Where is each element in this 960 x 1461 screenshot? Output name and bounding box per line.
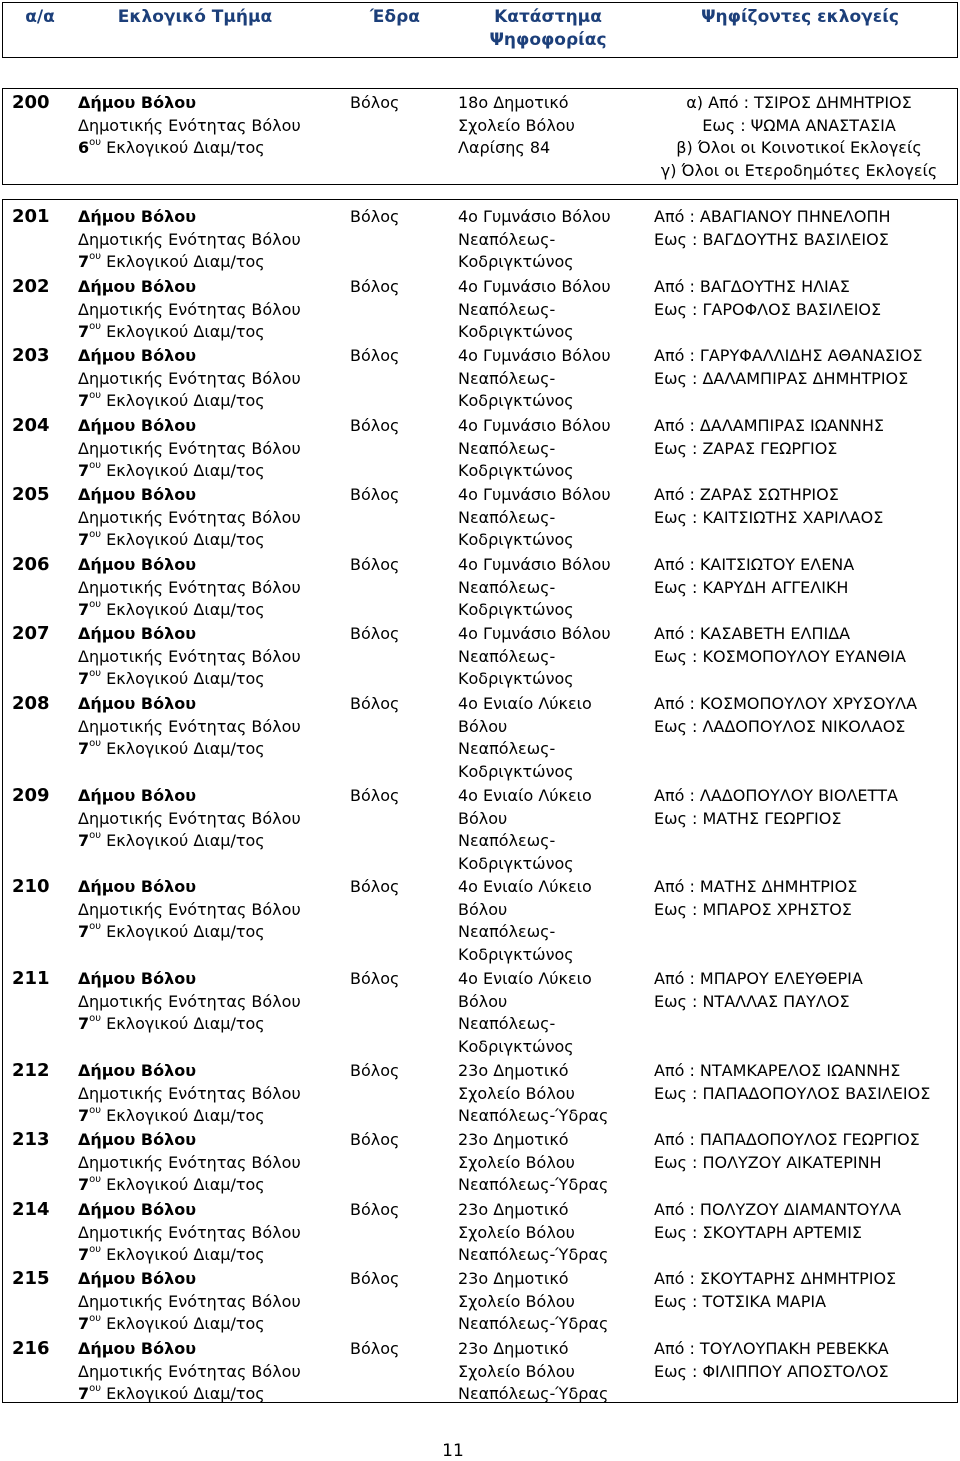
ordinal-number: 7	[78, 1314, 90, 1333]
electoral-district	[78, 554, 301, 622]
district-municipality: Δήμου Βόλου	[78, 1130, 197, 1149]
header-store-line1: Κατάστημα	[494, 7, 602, 27]
district-ordinal	[78, 390, 301, 413]
ordinal-suffix: ου	[89, 528, 102, 540]
row-number: 204	[12, 415, 50, 436]
ordinal-number: 7	[78, 669, 90, 688]
polling-station	[458, 876, 592, 966]
electoral-district	[78, 623, 301, 691]
voters-line: Από : ΚΑΙΤΣΙΩΤΟΥ ΕΛΕΝΑ	[654, 555, 855, 574]
ordinal-suffix: ου	[89, 737, 102, 749]
voters-line: Εως : ΚΑΡΥΔΗ ΑΓΓΕΛΙΚΗ	[654, 577, 849, 597]
polling-station-line: 23ο Δημοτικό	[458, 1130, 569, 1149]
district-unit: Δημοτικής Ενότητας Βόλου	[78, 507, 301, 527]
voters-line: Εως : ΠΑΠΑΔΟΠΟΥΛΟΣ ΒΑΣΙΛΕΙΟΣ	[654, 1083, 931, 1103]
voters-range	[654, 484, 883, 529]
seat: Βόλος	[350, 786, 400, 805]
polling-station-line: Βόλου	[458, 808, 508, 828]
row-number: 206	[12, 554, 50, 575]
row-number: 209	[12, 785, 50, 806]
ordinal-number: 7	[78, 1384, 90, 1403]
voters-line: Εως : ΚΟΣΜΟΠΟΥΛΟΥ ΕΥΑΝΘΙΑ	[654, 646, 906, 666]
district-municipality: Δήμου Βόλου	[78, 1200, 197, 1219]
district-municipality: Δήμου Βόλου	[78, 93, 197, 112]
district-unit: Δημοτικής Ενότητας Βόλου	[78, 115, 301, 135]
page-number: 11	[442, 1441, 464, 1461]
voters-line: Από : ΜΑΤΗΣ ΔΗΜΗΤΡΙΟΣ	[654, 877, 858, 896]
row-number: 202	[12, 276, 50, 297]
row-number: 213	[12, 1129, 50, 1150]
row-number: 208	[12, 693, 50, 714]
district-unit: Δημοτικής Ενότητας Βόλου	[78, 438, 301, 458]
electoral-district	[78, 484, 301, 552]
polling-station-line: 4ο Γυμνάσιο Βόλου	[458, 555, 611, 574]
row-number: 214	[12, 1199, 50, 1220]
seat: Βόλος	[350, 555, 400, 574]
ordinal-suffix: ου	[89, 598, 102, 610]
district-municipality: Δήμου Βόλου	[78, 1339, 197, 1358]
ordinal-rest: Εκλογικού Διαμ/τος	[101, 252, 265, 271]
polling-station-line: Νεαπόλεως-	[458, 299, 556, 319]
polling-station	[458, 484, 611, 552]
polling-station-line: 4ο Γυμνάσιο Βόλου	[458, 277, 611, 296]
district-unit: Δημοτικής Ενότητας Βόλου	[78, 1361, 301, 1381]
voters-range	[654, 623, 906, 668]
voters-line: Εως : ΜΠΑΡΟΣ ΧΡΗΣΤΟΣ	[654, 899, 852, 919]
voters-line: Από : ΚΟΣΜΟΠΟΥΛΟΥ ΧΡΥΣΟΥΛΑ	[654, 694, 918, 713]
district-ordinal	[78, 529, 301, 552]
district-ordinal	[78, 1313, 301, 1336]
row-number: 210	[12, 876, 50, 897]
polling-station-line: Νεαπόλεως-	[458, 438, 556, 458]
district-unit: Δημοτικής Ενότητας Βόλου	[78, 808, 301, 828]
ordinal-rest: Εκλογικού Διαμ/τος	[101, 739, 265, 758]
district-unit: Δημοτικής Ενότητας Βόλου	[78, 229, 301, 249]
polling-station-line: Νεαπόλεως-Ύδρας	[458, 1175, 609, 1194]
row-number: 200	[12, 92, 50, 113]
district-unit: Δημοτικής Ενότητας Βόλου	[78, 368, 301, 388]
polling-station	[458, 276, 611, 344]
polling-station	[458, 345, 611, 413]
row-number: 215	[12, 1268, 50, 1289]
header-store-line2: Ψηφοφορίας	[489, 30, 607, 50]
voters-range	[654, 693, 917, 738]
ordinal-number: 7	[78, 252, 90, 271]
polling-station-line: 4ο Γυμνάσιο Βόλου	[458, 485, 611, 504]
ordinal-rest: Εκλογικού Διαμ/τος	[101, 322, 265, 341]
polling-station-line: Σχολείο Βόλου	[458, 1152, 575, 1172]
district-unit: Δημοτικής Ενότητας Βόλου	[78, 1222, 301, 1242]
seat: Βόλος	[350, 1061, 400, 1080]
electoral-district	[78, 206, 301, 274]
polling-station	[458, 206, 611, 274]
polling-station-line: 4ο Γυμνάσιο Βόλου	[458, 624, 611, 643]
polling-station-line: Κοδριγκτώνος	[458, 853, 574, 873]
ordinal-suffix: ου	[89, 1243, 102, 1255]
ordinal-suffix: ου	[89, 459, 102, 471]
ordinal-suffix: ου	[89, 1312, 102, 1324]
polling-station-line: 23ο Δημοτικό	[458, 1339, 569, 1358]
ordinal-number: 7	[78, 322, 90, 341]
voters-line: Από : ΑΒΑΓΙΑΝΟΥ ΠΗΝΕΛΟΠΗ	[654, 207, 891, 226]
ordinal-suffix: ου	[89, 389, 102, 401]
electoral-district	[78, 876, 301, 944]
ordinal-rest: Εκλογικού Διαμ/τος	[101, 1014, 265, 1033]
ordinal-rest: Εκλογικού Διαμ/τος	[101, 669, 265, 688]
voters-line: Εως : ΖΑΡΑΣ ΓΕΩΡΓΙΟΣ	[654, 438, 838, 458]
seat: Βόλος	[350, 485, 400, 504]
ordinal-number: 7	[78, 391, 90, 410]
voters-range	[654, 206, 891, 251]
polling-station-line: Νεαπόλεως-Ύδρας	[458, 1245, 609, 1264]
district-ordinal	[78, 1013, 301, 1036]
seat: Βόλος	[350, 277, 400, 296]
polling-station-line: Κοδριγκτώνος	[458, 461, 574, 480]
district-ordinal	[78, 321, 301, 344]
header-seat: Έδρα	[370, 7, 420, 27]
district-municipality: Δήμου Βόλου	[78, 346, 197, 365]
voters-range	[654, 876, 857, 921]
ordinal-rest: Εκλογικού Διαμ/τος	[101, 922, 265, 941]
polling-station-line: 4ο Γυμνάσιο Βόλου	[458, 207, 611, 226]
voters-range	[654, 1129, 920, 1174]
ordinal-number: 7	[78, 1175, 90, 1194]
district-unit: Δημοτικής Ενότητας Βόλου	[78, 899, 301, 919]
ordinal-number: 7	[78, 1245, 90, 1264]
district-ordinal	[78, 1383, 301, 1406]
ordinal-suffix: ου	[89, 136, 102, 148]
district-municipality: Δήμου Βόλου	[78, 694, 197, 713]
ordinal-number: 7	[78, 922, 90, 941]
polling-station-line: Σχολείο Βόλου	[458, 1222, 575, 1242]
seat: Βόλος	[350, 207, 400, 226]
polling-station-line: 4ο Γυμνάσιο Βόλου	[458, 346, 611, 365]
voters-line: Εως : ΤΟΤΣΙΚΑ ΜΑΡΙΑ	[654, 1291, 827, 1311]
district-unit: Δημοτικής Ενότητας Βόλου	[78, 1291, 301, 1311]
voters-line: Εως : ΒΑΓΔΟΥΤΗΣ ΒΑΣΙΛΕΙΟΣ	[654, 229, 889, 249]
ordinal-number: 7	[78, 831, 90, 850]
voters-range	[654, 1268, 896, 1313]
row-number: 211	[12, 968, 50, 989]
voters-line: Εως : ΠΟΛΥΖΟΥ ΑΙΚΑΤΕΡΙΝΗ	[654, 1152, 882, 1172]
polling-station-line: Νεαπόλεως-Ύδρας	[458, 1384, 609, 1403]
polling-station	[458, 785, 592, 875]
ordinal-suffix: ου	[89, 250, 102, 262]
polling-station-line: Κοδριγκτώνος	[458, 761, 574, 781]
district-municipality: Δήμου Βόλου	[78, 969, 197, 988]
ordinal-suffix: ου	[89, 1012, 102, 1024]
district-municipality: Δήμου Βόλου	[78, 485, 197, 504]
seat: Βόλος	[350, 416, 400, 435]
voters-line: Από : ΓΑΡΥΦΑΛΛΙΔΗΣ ΑΘΑΝΑΣΙΟΣ	[654, 346, 923, 365]
voters-line: Εως : ΔΑΛΑΜΠΙΡΑΣ ΔΗΜΗΤΡΙΟΣ	[654, 368, 909, 388]
polling-station	[458, 693, 592, 783]
ordinal-rest: Εκλογικού Διαμ/τος	[101, 1175, 265, 1194]
voters-line: Από : ΛΑΔΟΠΟΥΛΟΥ ΒΙΟΛΕΤΤΑ	[654, 786, 898, 805]
header-store	[458, 6, 638, 52]
ordinal-suffix: ου	[89, 920, 102, 932]
voters-line: Εως : ΨΩΜΑ ΑΝΑΣΤΑΣΙΑ	[702, 115, 896, 135]
district-ordinal	[78, 1244, 301, 1267]
ordinal-suffix: ου	[89, 320, 102, 332]
polling-station	[458, 1268, 608, 1336]
polling-station-line: Κοδριγκτώνος	[458, 944, 574, 964]
polling-station-line: Νεαπόλεως-	[458, 739, 556, 758]
electoral-district	[78, 968, 301, 1036]
header-voters: Ψηφίζοντες εκλογείς	[701, 7, 899, 27]
voters-line: Εως : ΛΑΔΟΠΟΥΛΟΣ ΝΙΚΟΛΑΟΣ	[654, 716, 906, 736]
electoral-district	[78, 415, 301, 483]
polling-station	[458, 1199, 608, 1267]
polling-station	[458, 968, 592, 1058]
ordinal-suffix: ου	[89, 667, 102, 679]
polling-station-line: 23ο Δημοτικό	[458, 1269, 569, 1288]
voters-range	[654, 785, 898, 830]
voters-line: Από : ΝΤΑΜΚΑΡΕΛΟΣ ΙΩΑΝΝΗΣ	[654, 1061, 901, 1080]
polling-station-line: 4ο Γυμνάσιο Βόλου	[458, 416, 611, 435]
district-ordinal	[78, 460, 301, 483]
voters-line: Εως : ΚΑΙΤΣΙΩΤΗΣ ΧΑΡΙΛΑΟΣ	[654, 507, 884, 527]
seat: Βόλος	[350, 1339, 400, 1358]
polling-station-line: Νεαπόλεως-	[458, 831, 556, 850]
voters-line: Από : ΤΟΥΛΟΥΠΑΚΗ ΡΕΒΕΚΚΑ	[654, 1339, 889, 1358]
voters-line: Από : ΠΟΛΥΖΟΥ ΔΙΑΜΑΝΤΟΥΛΑ	[654, 1200, 902, 1219]
voters-range	[654, 1060, 930, 1105]
district-unit: Δημοτικής Ενότητας Βόλου	[78, 1083, 301, 1103]
seat: Βόλος	[350, 1269, 400, 1288]
polling-station	[458, 1338, 608, 1406]
district-ordinal	[78, 251, 301, 274]
voters-line: γ) Όλοι οι Ετεροδημότες Εκλογείς	[660, 160, 938, 180]
district-unit: Δημοτικής Ενότητας Βόλου	[78, 299, 301, 319]
polling-station-line: Νεαπόλεως-	[458, 577, 556, 597]
seat: Βόλος	[350, 1200, 400, 1219]
ordinal-number: 6	[78, 138, 90, 157]
polling-station-line: Νεαπόλεως-	[458, 646, 556, 666]
ordinal-rest: Εκλογικού Διαμ/τος	[101, 1314, 265, 1333]
ordinal-number: 7	[78, 739, 90, 758]
electoral-district	[78, 276, 301, 344]
district-ordinal	[78, 1174, 301, 1197]
polling-station-line: Σχολείο Βόλου	[458, 1291, 575, 1311]
ordinal-number: 7	[78, 461, 90, 480]
district-municipality: Δήμου Βόλου	[78, 786, 197, 805]
polling-station-line: Νεαπόλεως-	[458, 368, 556, 388]
polling-station-line: Βόλου	[458, 899, 508, 919]
district-municipality: Δήμου Βόλου	[78, 1269, 197, 1288]
polling-station-line: 4ο Ενιαίο Λύκειο	[458, 877, 592, 896]
polling-station-line: 23ο Δημοτικό	[458, 1200, 569, 1219]
polling-station-line: Κοδριγκτώνος	[458, 1036, 574, 1056]
polling-station-line: Βόλου	[458, 716, 508, 736]
polling-station	[458, 92, 575, 160]
district-ordinal	[78, 668, 301, 691]
ordinal-suffix: ου	[89, 1104, 102, 1116]
electoral-district	[78, 345, 301, 413]
voters-line: Εως : ΣΚΟΥΤΑΡΗ ΑΡΤΕΜΙΣ	[654, 1222, 863, 1242]
district-unit: Δημοτικής Ενότητας Βόλου	[78, 716, 301, 736]
polling-station-line: 23ο Δημοτικό	[458, 1061, 569, 1080]
row-number: 201	[12, 206, 50, 227]
ordinal-rest: Εκλογικού Διαμ/τος	[101, 1384, 265, 1403]
polling-station-line: Κοδριγκτώνος	[458, 252, 574, 271]
electoral-district	[78, 1199, 301, 1267]
voters-range	[654, 554, 854, 599]
electoral-district	[78, 1268, 301, 1336]
voters-range	[654, 345, 922, 390]
row-number: 207	[12, 623, 50, 644]
row-number: 216	[12, 1338, 50, 1359]
row-number: 205	[12, 484, 50, 505]
voters-line: Από : ΜΠΑΡΟΥ ΕΛΕΥΘΕΡΙΑ	[654, 969, 863, 988]
ordinal-rest: Εκλογικού Διαμ/τος	[101, 600, 265, 619]
voters-range	[654, 1338, 889, 1383]
polling-station-line: Νεαπόλεως-	[458, 922, 556, 941]
voters-line: Από : ΠΑΠΑΔΟΠΟΥΛΟΣ ΓΕΩΡΓΙΟΣ	[654, 1130, 920, 1149]
polling-station-line: Νεαπόλεως-	[458, 507, 556, 527]
voters-line: Από : ΚΑΣΑΒΕΤΗ ΕΛΠΙΔΑ	[654, 624, 851, 643]
voters-line: Από : ΒΑΓΔΟΥΤΗΣ ΗΛΙΑΣ	[654, 277, 850, 296]
polling-station-line: Νεαπόλεως-Ύδρας	[458, 1106, 609, 1125]
voters-line: Από : ΔΑΛΑΜΠΙΡΑΣ ΙΩΑΝΝΗΣ	[654, 416, 885, 435]
voters-range	[654, 415, 884, 460]
seat: Βόλος	[350, 624, 400, 643]
polling-station-line: Κοδριγκτώνος	[458, 391, 574, 410]
electoral-district	[78, 1129, 301, 1197]
voters-line: Εως : ΦΙΛΙΠΠΟΥ ΑΠΟΣΤΟΛΟΣ	[654, 1361, 889, 1381]
ordinal-rest: Εκλογικού Διαμ/τος	[101, 138, 265, 157]
district-ordinal	[78, 921, 301, 944]
district-ordinal	[78, 830, 301, 853]
district-municipality: Δήμου Βόλου	[78, 624, 197, 643]
district-municipality: Δήμου Βόλου	[78, 416, 197, 435]
district-unit: Δημοτικής Ενότητας Βόλου	[78, 991, 301, 1011]
district-ordinal	[78, 137, 301, 160]
ordinal-rest: Εκλογικού Διαμ/τος	[101, 1106, 265, 1125]
polling-station-line: Σχολείο Βόλου	[458, 115, 575, 135]
voters-line: β) Όλοι οι Κοινοτικοί Εκλογείς	[676, 138, 922, 157]
polling-station-line: Κοδριγκτώνος	[458, 669, 574, 688]
electoral-district	[78, 1338, 301, 1406]
polling-station-line: 4ο Ενιαίο Λύκειο	[458, 694, 592, 713]
polling-station-line: Νεαπόλεως-	[458, 1014, 556, 1033]
district-unit: Δημοτικής Ενότητας Βόλου	[78, 1152, 301, 1172]
district-ordinal	[78, 1105, 301, 1128]
polling-station-line: Λαρίσης 84	[458, 138, 551, 157]
voters-line: Εως : ΜΑΤΗΣ ΓΕΩΡΓΙΟΣ	[654, 808, 842, 828]
ordinal-number: 7	[78, 1014, 90, 1033]
ordinal-suffix: ου	[89, 829, 102, 841]
voters-range	[654, 968, 863, 1013]
polling-station-line: Νεαπόλεως-Ύδρας	[458, 1314, 609, 1333]
polling-station-line: Κοδριγκτώνος	[458, 600, 574, 619]
voters-range	[654, 276, 881, 321]
voters-range	[654, 1199, 901, 1244]
header-aa: α/α	[25, 7, 55, 27]
polling-station	[458, 1129, 608, 1197]
ordinal-number: 7	[78, 530, 90, 549]
district-unit: Δημοτικής Ενότητας Βόλου	[78, 646, 301, 666]
seat: Βόλος	[350, 93, 400, 112]
polling-station-line: 4ο Ενιαίο Λύκειο	[458, 969, 592, 988]
seat: Βόλος	[350, 694, 400, 713]
header-section: Εκλογικό Τμήμα	[117, 7, 273, 27]
ordinal-rest: Εκλογικού Διαμ/τος	[101, 391, 265, 410]
polling-station	[458, 1060, 608, 1128]
district-unit: Δημοτικής Ενότητας Βόλου	[78, 577, 301, 597]
ordinal-rest: Εκλογικού Διαμ/τος	[101, 1245, 265, 1264]
voters-line: Από : ΣΚΟΥΤΑΡΗΣ ΔΗΜΗΤΡΙΟΣ	[654, 1269, 897, 1288]
row-number: 212	[12, 1060, 50, 1081]
polling-station	[458, 415, 611, 483]
voters-line: α) Από : ΤΣΙΡΟΣ ΔΗΜΗΤΡΙΟΣ	[686, 93, 912, 112]
electoral-district	[78, 92, 301, 160]
polling-station	[458, 554, 611, 622]
ordinal-number: 7	[78, 1106, 90, 1125]
district-ordinal	[78, 599, 301, 622]
ordinal-rest: Εκλογικού Διαμ/τος	[101, 831, 265, 850]
seat: Βόλος	[350, 969, 400, 988]
district-municipality: Δήμου Βόλου	[78, 207, 197, 226]
polling-station-line: 4ο Ενιαίο Λύκειο	[458, 786, 592, 805]
electoral-district	[78, 785, 301, 853]
ordinal-rest: Εκλογικού Διαμ/τος	[101, 530, 265, 549]
voters-line: Εως : ΝΤΑΛΛΑΣ ΠΑΥΛΟΣ	[654, 991, 850, 1011]
polling-station-line: Κοδριγκτώνος	[458, 322, 574, 341]
electoral-district	[78, 693, 301, 761]
polling-station-line: 18ο Δημοτικό	[458, 93, 569, 112]
voters-range	[654, 92, 944, 182]
polling-station-line: Σχολείο Βόλου	[458, 1083, 575, 1103]
ordinal-suffix: ου	[89, 1382, 102, 1394]
ordinal-number: 7	[78, 600, 90, 619]
electoral-district	[78, 1060, 301, 1128]
row-number: 203	[12, 345, 50, 366]
seat: Βόλος	[350, 346, 400, 365]
polling-station	[458, 623, 611, 691]
district-municipality: Δήμου Βόλου	[78, 555, 197, 574]
ordinal-suffix: ου	[89, 1173, 102, 1185]
polling-station-line: Κοδριγκτώνος	[458, 530, 574, 549]
district-municipality: Δήμου Βόλου	[78, 877, 197, 896]
voters-line: Από : ΖΑΡΑΣ ΣΩΤΗΡΙΟΣ	[654, 485, 839, 504]
voters-line: Εως : ΓΑΡΟΦΛΟΣ ΒΑΣΙΛΕΙΟΣ	[654, 299, 882, 319]
district-municipality: Δήμου Βόλου	[78, 277, 197, 296]
polling-station-line: Νεαπόλεως-	[458, 229, 556, 249]
district-ordinal	[78, 738, 301, 761]
district-municipality: Δήμου Βόλου	[78, 1061, 197, 1080]
polling-station-line: Βόλου	[458, 991, 508, 1011]
ordinal-rest: Εκλογικού Διαμ/τος	[101, 461, 265, 480]
seat: Βόλος	[350, 877, 400, 896]
seat: Βόλος	[350, 1130, 400, 1149]
polling-station-line: Σχολείο Βόλου	[458, 1361, 575, 1381]
